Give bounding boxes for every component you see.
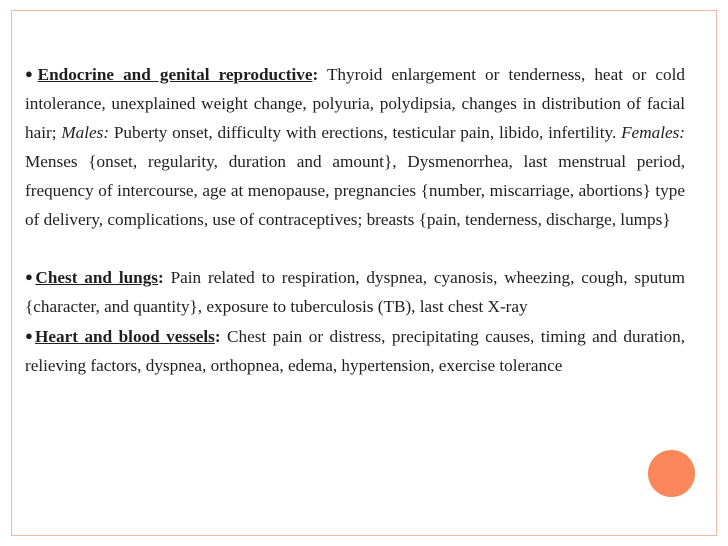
bullet-icon: ● xyxy=(25,66,38,81)
males-label: Males: xyxy=(61,122,110,142)
chest-text: Pain related to respiration, dyspnea, cyanosis, wheezing, cough, sputum {character, and quantity}, exposure to tuberculosis (TB), last chest X-ray xyxy=(25,268,685,317)
paragraph-spacer xyxy=(25,234,685,263)
slide-body xyxy=(25,60,685,381)
bullet-icon: ● xyxy=(25,328,36,344)
heart-paragraph xyxy=(25,322,685,381)
chest-colon: : xyxy=(158,268,164,288)
chest-heading: Chest and lungs xyxy=(35,268,158,288)
heart-text: Chest pain or distress, precipitating causes, timing and duration, relieving factors, dyspnea, orthopnea, edema, hypertension, exercise tolerance xyxy=(25,327,685,376)
endocrine-text-a: Thyroid enlargement or tenderness, heat or cold intolerance, unexplained weight change, polyuria, polydipsia, changes in distribution of facial hair; xyxy=(25,65,685,142)
heart-colon: : xyxy=(214,327,221,347)
chest-paragraph xyxy=(25,263,685,322)
endocrine-text-c: Menses {onset, regularity, duration and amount}, Dysmenorrhea, last menstrual period, frequency of intercourse, age at menopause, pregnancies {number, miscarriage, abortions} type of delivery, complications, use of contraceptives; breasts {pain, tenderness, discharge, lumps} xyxy=(25,151,685,229)
endocrine-colon: : xyxy=(312,65,319,84)
bullet-icon: ● xyxy=(25,269,36,285)
endocrine-text-b: Puberty onset, difficulty with erections, testicular pain, libido, infertility. xyxy=(109,122,622,142)
females-label: Females: xyxy=(621,122,686,142)
decorative-circle-icon xyxy=(644,446,699,501)
heart-heading: Heart and blood vessels xyxy=(35,327,215,347)
endocrine-paragraph xyxy=(25,60,685,234)
endocrine-heading: Endocrine and genital reproductive xyxy=(37,65,313,84)
